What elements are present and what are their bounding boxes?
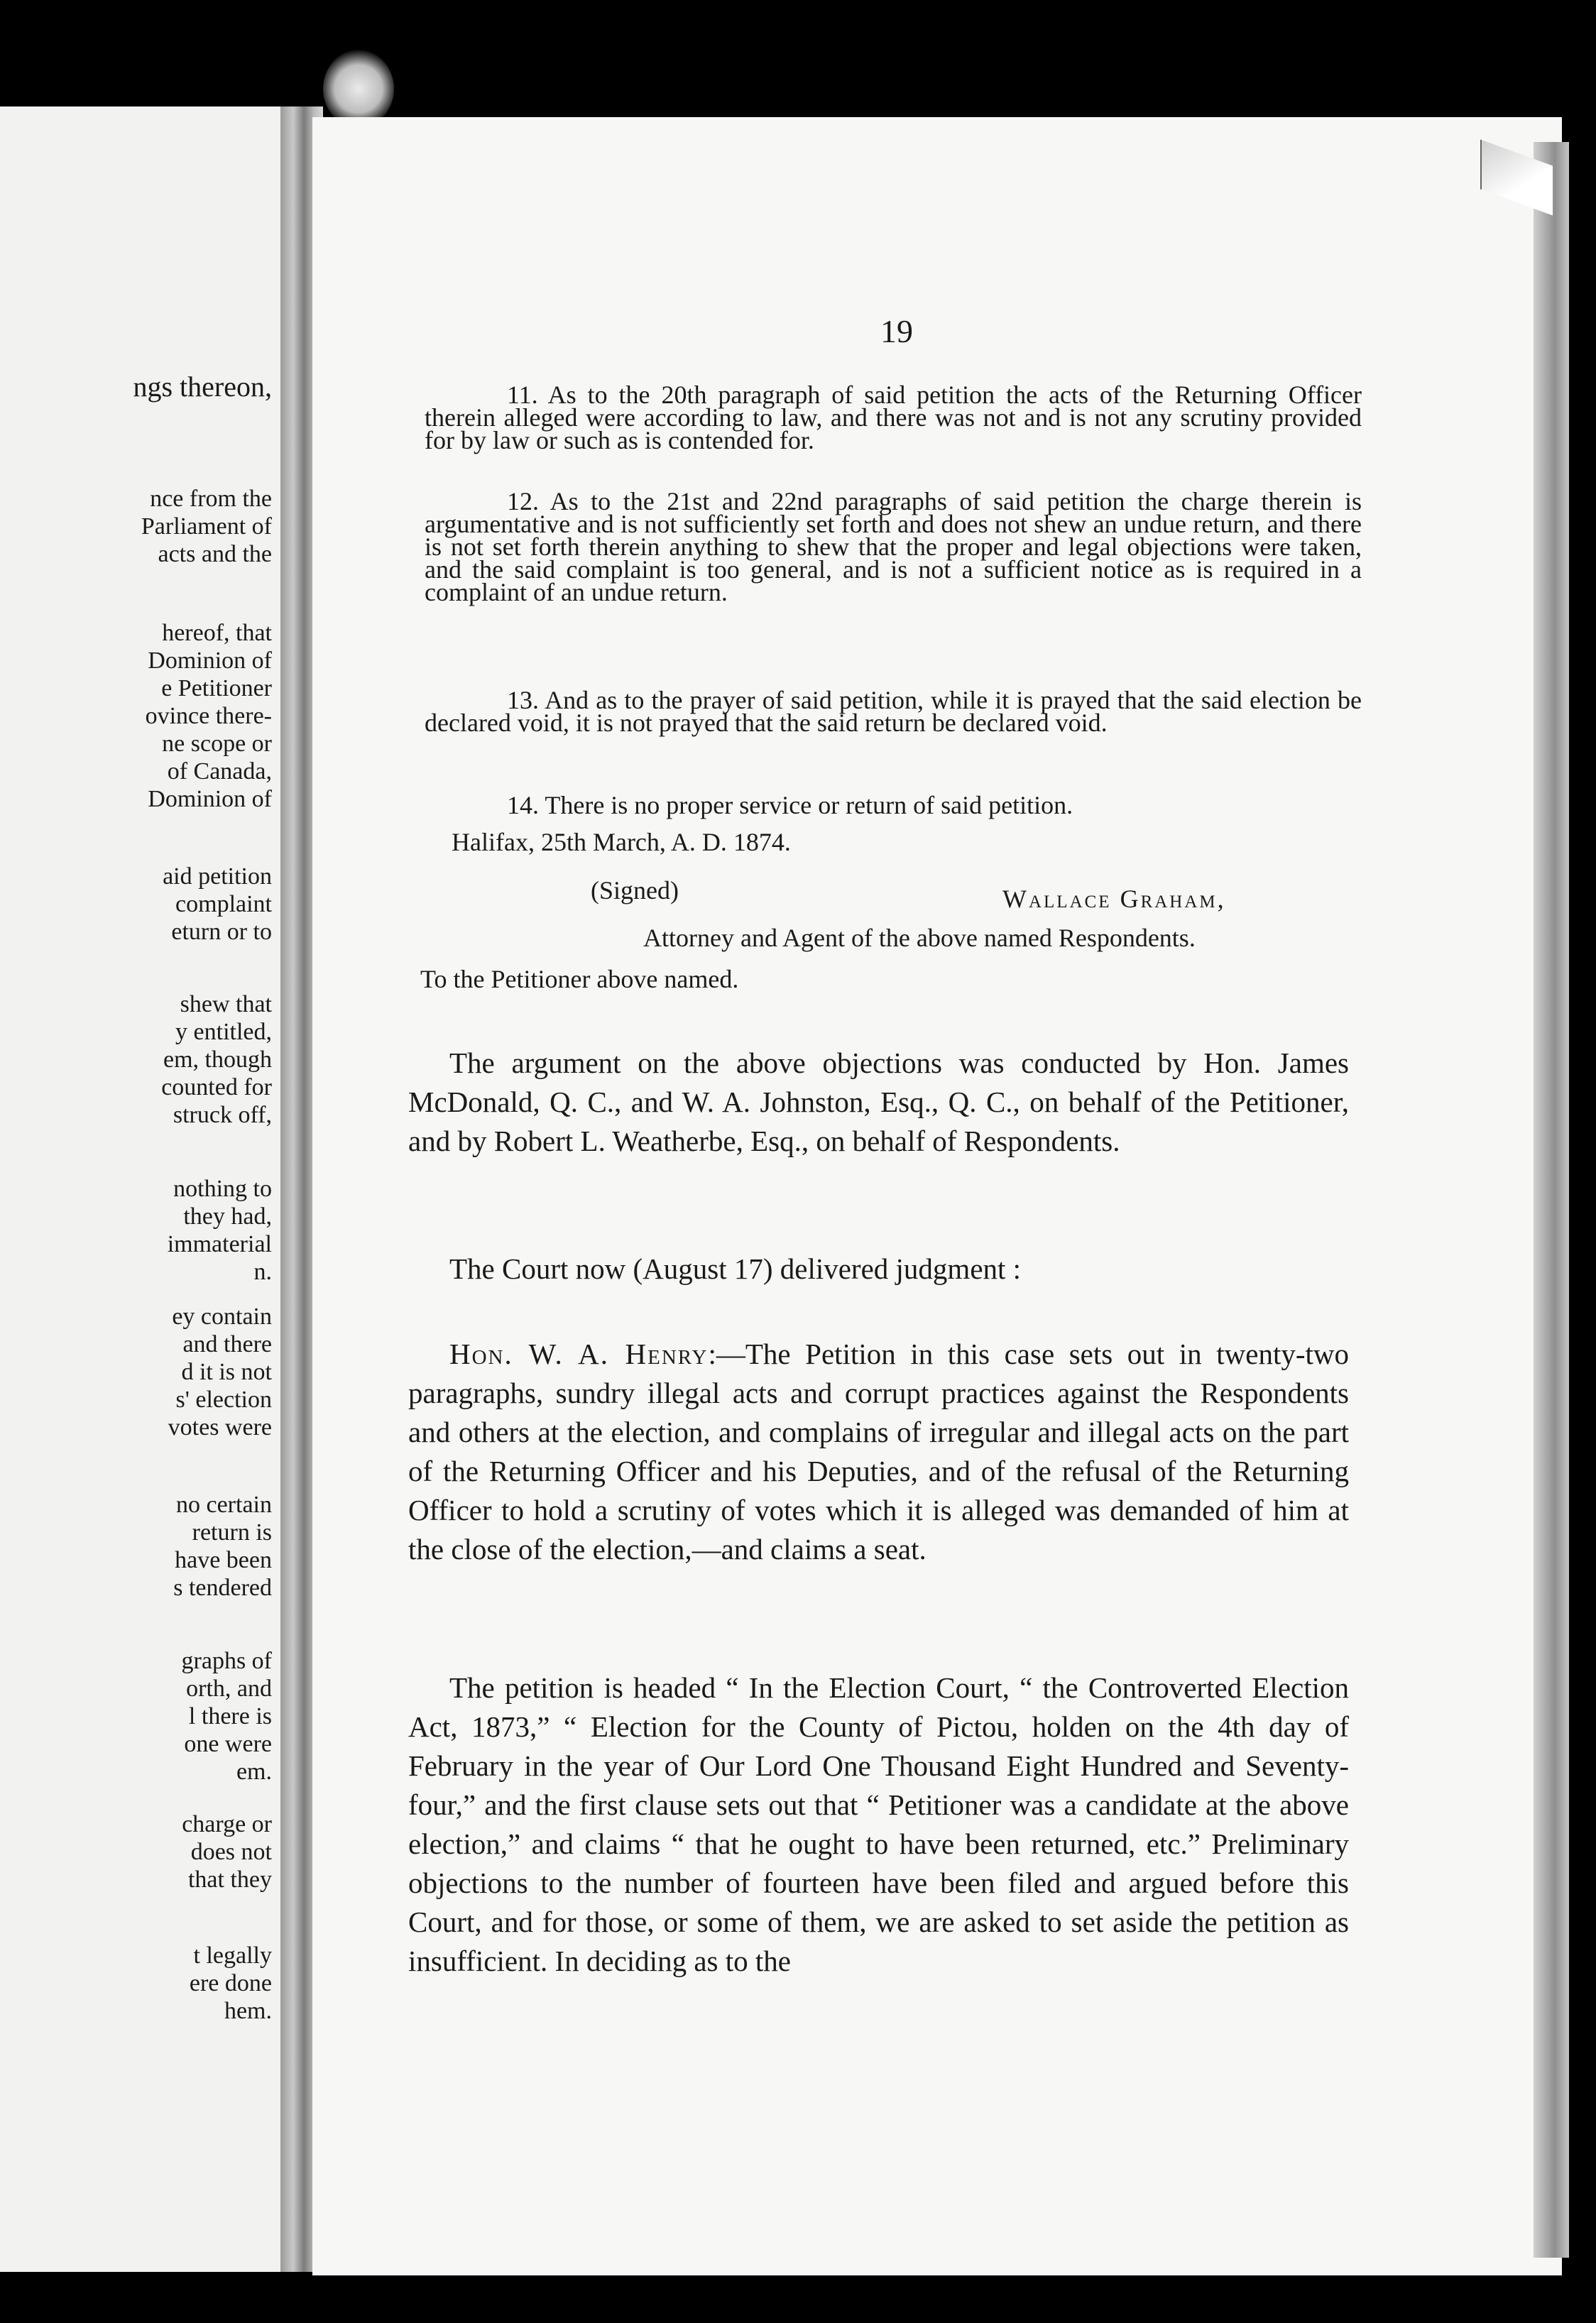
objection-number: 13.: [507, 686, 539, 714]
objection-text: And as to the prayer of said petition, while it is prayed that the said election be declared void, it is not prayed that the said return be declared void.: [425, 686, 1362, 737]
left-page-line: immaterial: [167, 1231, 272, 1257]
left-page-line: ngs thereon,: [133, 371, 272, 403]
objection-13: [425, 686, 1362, 737]
objection-11: [425, 383, 1362, 452]
left-page-line: Dominion of: [148, 786, 272, 812]
addressee: To the Petitioner above named.: [420, 965, 739, 993]
left-page-line: return is: [192, 1519, 272, 1546]
left-page-line: s tendered: [173, 1575, 272, 1601]
paper-smudge: [323, 50, 394, 128]
page-edge: [1534, 142, 1569, 2258]
left-page-line: ovince there-: [145, 703, 272, 729]
objection-number: 14.: [507, 791, 539, 819]
left-page-line: Parliament of: [141, 513, 272, 540]
left-page-line: s' election: [175, 1387, 272, 1413]
argument-text: The argument on the above objections was conducted by Hon. James McDonald, Q. C., and W. A. Johnston, Esq., Q. C., on behalf of the Petitioner, and by Robert L. Weatherbe, Esq., on behalf of Respondents.: [408, 1046, 1349, 1157]
left-page-line: and there: [182, 1331, 272, 1357]
left-page-line: counted for: [161, 1074, 272, 1100]
argument-paragraph: [408, 1044, 1349, 1161]
left-page-line: e Petitioner: [161, 675, 272, 701]
left-page-line: no certain: [176, 1492, 272, 1518]
court-line-text: The Court now (August 17) delivered judgment :: [449, 1252, 1022, 1285]
left-page-line: em, though: [163, 1046, 272, 1073]
left-page-line: Dominion of: [148, 647, 272, 674]
left-page-line: aid petition: [163, 863, 272, 890]
court-line: [408, 1250, 1349, 1289]
page-number: 19: [880, 313, 913, 349]
left-page-line: complaint: [175, 891, 272, 917]
date-line: Halifax, 25th March, A. D. 1874.: [452, 828, 791, 856]
signatory-role: Attorney and Agent of the above named Respondents.: [643, 924, 1196, 952]
objection-number: 11.: [507, 381, 538, 409]
left-page-line: one were: [184, 1731, 272, 1757]
judgment-opening: [408, 1335, 1349, 1569]
left-page-line: ere done: [189, 1970, 272, 1996]
left-page-line: charge or: [182, 1811, 272, 1837]
left-page-line: votes were: [168, 1414, 272, 1441]
left-page-line: shew that: [180, 991, 272, 1017]
left-page-line: they had,: [183, 1203, 272, 1230]
left-page-line: l there is: [188, 1703, 272, 1729]
left-page-line: nothing to: [173, 1176, 272, 1202]
left-page-line: y entitled,: [175, 1019, 272, 1045]
objection-14: [425, 791, 1362, 819]
judgment-opening-text: :—The Petition in this case sets out in twenty-two paragraphs, sundry illegal acts and corrupt practices against the Respondents and others at the election, and complains of irregular and illegal acts on the part of the Returning Officer and his Deputies, and of the refusal of the Returning Officer to hold a scrutiny of votes which it is alleged was demanded of him at the close of the election,—and claims a seat.: [408, 1338, 1349, 1565]
left-page-line: orth, and: [186, 1676, 272, 1702]
signatory-name: Wallace Graham,: [1002, 885, 1226, 913]
left-page-line: d it is not: [181, 1359, 272, 1385]
left-page-line: em.: [236, 1759, 272, 1785]
previous-page-fragment: [0, 106, 280, 2272]
left-page-line: hem.: [224, 1998, 272, 2024]
objection-text: There is no proper service or return of said petition.: [545, 791, 1073, 819]
objection-12: [425, 487, 1362, 606]
left-page-line: acts and the: [158, 541, 272, 567]
left-page-line: does not: [190, 1839, 272, 1865]
left-page-line: eturn or to: [171, 919, 272, 945]
left-page-line: t legally: [193, 1942, 272, 1969]
judgment-second-paragraph: [408, 1668, 1349, 1981]
left-page-line: struck off,: [173, 1102, 272, 1128]
left-page-line: of Canada,: [167, 758, 272, 785]
left-page-line: hereof, that: [162, 620, 272, 646]
objection-text: As to the 21st and 22nd paragraphs of said petition the charge therein is argumentative and is not sufficiently set forth and does not shew an undue return, and there is not set forth therein anything to shew that the proper and legal objections were taken, and the said complaint is too general, and is not a sufficient notice as is required in a complaint of an undue return.: [425, 487, 1362, 606]
left-page-line: nce from the: [150, 486, 272, 512]
left-page-line: ne scope or: [162, 731, 272, 757]
signed-label: (Signed): [591, 876, 679, 904]
left-page-line: that they: [187, 1866, 272, 1893]
left-page-line: graphs of: [181, 1648, 272, 1674]
judge-name: Hon. W. A. Henry: [449, 1338, 709, 1370]
judgment-second-text: The petition is headed “ In the Election Court, “ the Controverted Election Act, 1873,” “ Election for the County of Pictou, holden on the 4th day of February in the year of Our Lord One Thousand Eight Hundred and Seventy-four,” and the first clause sets out that “ Petitioner was a candidate at the above election,” and claims “ that he ought to have been returned, etc.” Preliminary objections to the number of fourteen have been filed and argued before this Court, and for those, or some of them, we are asked to set aside the petition as insufficient. In deciding as to the: [408, 1671, 1349, 1977]
left-page-line: ey contain: [172, 1303, 272, 1330]
objection-number: 12.: [507, 487, 539, 515]
objection-text: As to the 20th paragraph of said petition the acts of the Returning Officer therein alleged were according to law, and there was not and is not any scrutiny provided for by law or such as is contended for.: [425, 381, 1362, 454]
left-page-line: have been: [175, 1547, 272, 1573]
left-page-line: n.: [253, 1259, 272, 1285]
